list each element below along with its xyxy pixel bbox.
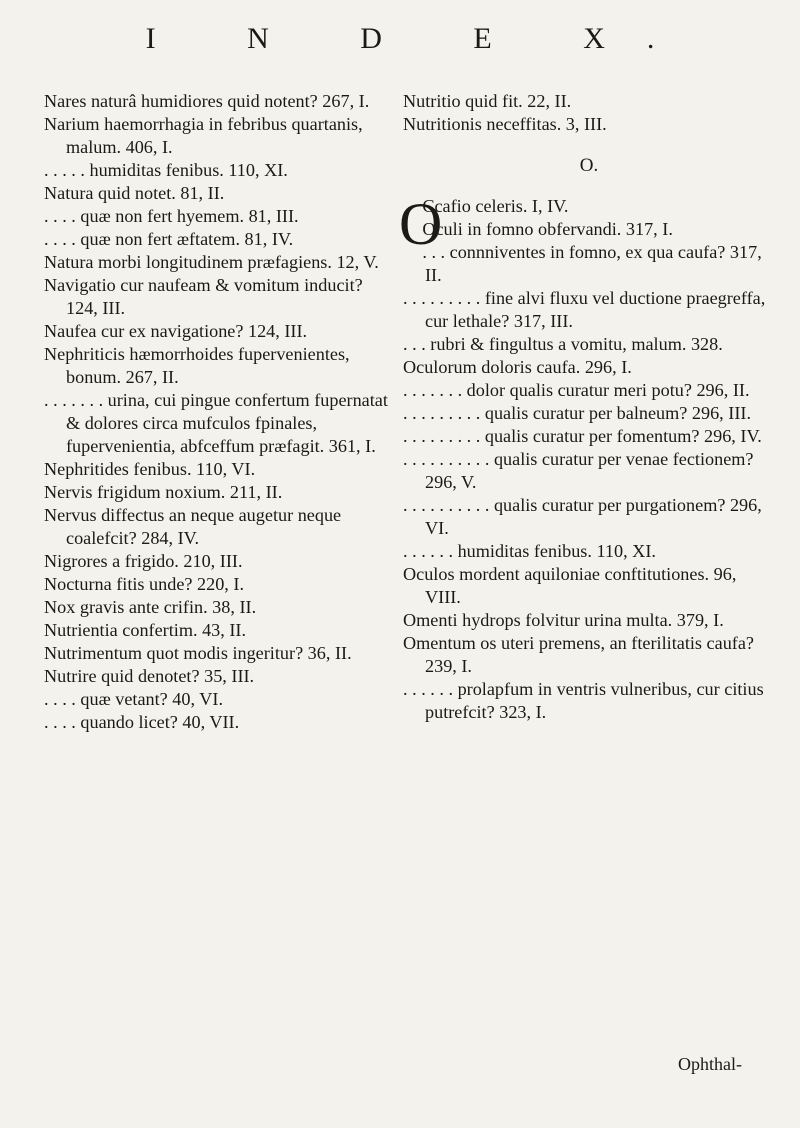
index-entry: Narium haemorrhagia in febribus quartanis, malum. 406, I.: [44, 114, 363, 157]
o-entries: [403, 195, 775, 724]
index-entry: Oculos mordent aquiloniae conftitutiones. 96, VIII.: [403, 564, 737, 607]
index-entry: Nutrientia confertim. 43, II.: [44, 620, 247, 640]
index-entry: Ccafio celeris. I, IV.: [422, 196, 569, 216]
index-entry: Nares naturâ humidiores quid notent? 267, I.: [44, 91, 370, 111]
index-entry: Nephriticis hæmorrhoides fupervenientes, bonum. 267, II.: [44, 344, 350, 387]
index-entry: . . . . . humiditas fenibus. 110, XI.: [44, 160, 288, 180]
page-header: I N D E X.: [145, 22, 697, 55]
index-entry: Nutritio quid fit. 22, II.: [403, 91, 572, 111]
index-entry: Nutrimentum quot modis ingeritur? 36, II.: [44, 643, 352, 663]
right-column-top-entries: [403, 90, 775, 136]
index-entry: Natura morbi longitudinem præfagiens. 12, V.: [44, 252, 379, 272]
left-column: [44, 90, 394, 734]
index-entry: Oculi in fomno obfervandi. 317, I.: [422, 219, 673, 239]
index-entry: . . . . . . . . . qualis curatur per fomentum? 296, IV.: [403, 426, 762, 446]
index-entry: . . . . . . . . . fine alvi fluxu vel ductione praegreffa, cur lethale? 317, III.: [403, 288, 766, 331]
index-entry: . . . . . . . dolor qualis curatur meri potu? 296, II.: [403, 380, 750, 400]
index-entry: . . . . quæ non fert hyemem. 81, III.: [44, 206, 299, 226]
index-entry: . . . . . . . . . . qualis curatur per purgationem? 296, VI.: [403, 495, 762, 538]
index-entry: Nocturna fitis unde? 220, I.: [44, 574, 245, 594]
index-entry: . . . . . . humiditas fenibus. 110, XI.: [403, 541, 656, 561]
index-entry: Nutrire quid denotet? 35, III.: [44, 666, 255, 686]
index-entry: Naufea cur ex navigatione? 124, III.: [44, 321, 308, 341]
index-entry: . . . rubri & fingultus a vomitu, malum. 328.: [403, 334, 723, 354]
index-entry: Omentum os uteri premens, an fterilitatis caufa? 239, I.: [403, 633, 754, 676]
index-entry: . . . . . . . . . qualis curatur per balneum? 296, III.: [403, 403, 751, 423]
index-entry: . . . . . . . urina, cui pingue confertum fupernatat & dolores circa mufculos fpinales, fupervenientia, abfceffum præfagit. 361, I.: [44, 390, 388, 456]
index-entry: . . . . . . . . . . qualis curatur per venae fectionem? 296, V.: [403, 449, 754, 492]
index-entry: Nervus diffectus an neque augetur neque coalefcit? 284, IV.: [44, 505, 342, 548]
index-entry: . . . connniventes in fomno, ex qua caufa? 317, II.: [422, 242, 762, 285]
index-entry: Navigatio cur naufeam & vomitum inducit? 124, III.: [44, 275, 363, 318]
index-entry: Natura quid notet. 81, II.: [44, 183, 225, 203]
catchword: Ophthal-: [678, 1054, 742, 1074]
right-column: [399, 90, 775, 724]
index-entry: Nigrores a frigido. 210, III.: [44, 551, 243, 571]
index-entry: . . . . quando licet? 40, VII.: [44, 712, 240, 732]
index-entry: Nephritides fenibus. 110, VI.: [44, 459, 256, 479]
index-entry: Omenti hydrops folvitur urina multa. 379, I.: [403, 610, 724, 630]
index-entry: Nervis frigidum noxium. 211, II.: [44, 482, 283, 502]
index-entry: Nutritionis neceffitas. 3, III.: [403, 114, 607, 134]
index-entry: . . . . quæ vetant? 40, VI.: [44, 689, 223, 709]
o-section: [399, 191, 775, 724]
index-entry: . . . . quæ non fert æftatem. 81, IV.: [44, 229, 294, 249]
index-entry: . . . . . . prolapfum in ventris vulneribus, cur citius putrefcit? 323, I.: [403, 679, 764, 722]
index-entry: Nox gravis ante crifin. 38, II.: [44, 597, 257, 617]
drop-cap-initial: O: [399, 191, 443, 257]
section-letter: O.: [579, 155, 599, 176]
index-entry: Oculorum doloris caufa. 296, I.: [403, 357, 632, 377]
